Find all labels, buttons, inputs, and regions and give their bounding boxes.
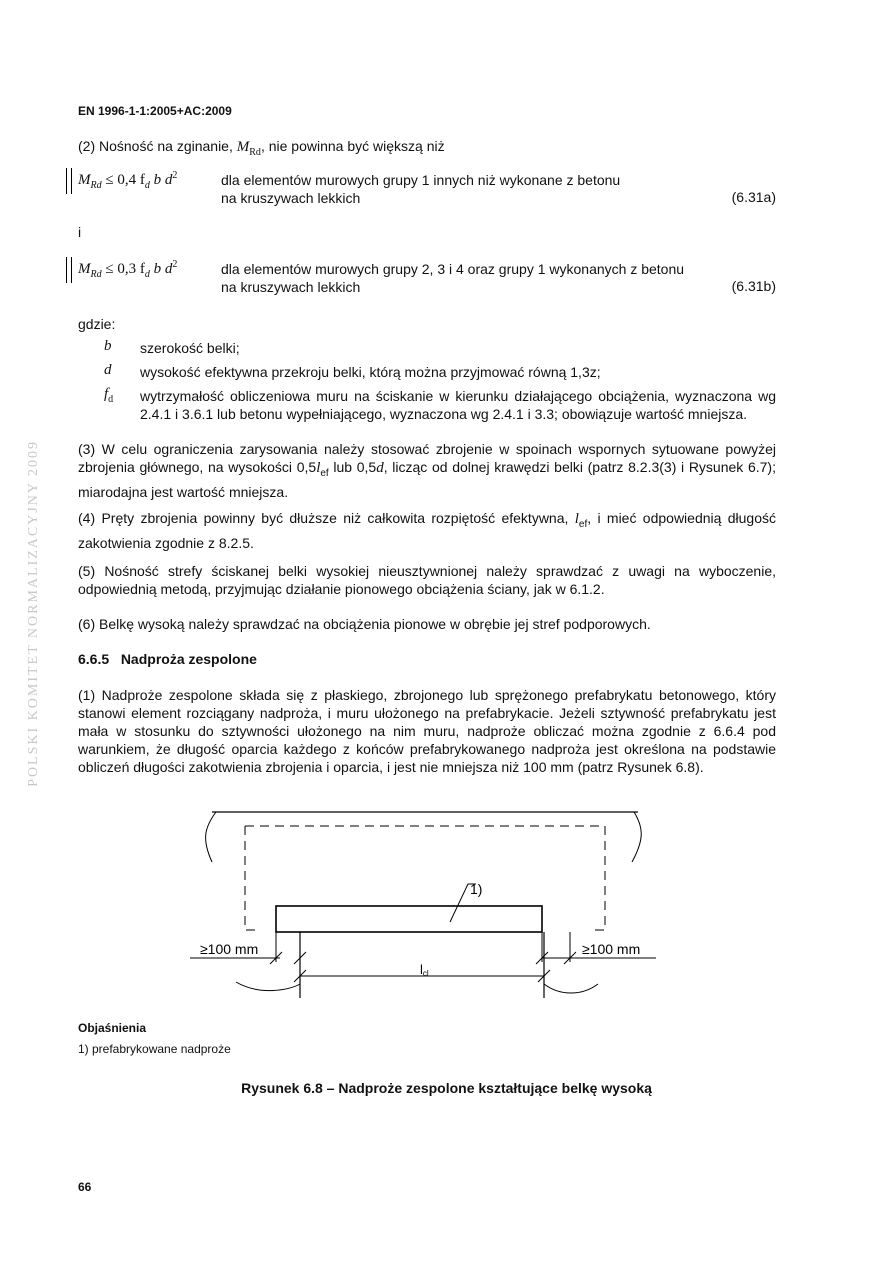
p2-symbol: M bbox=[236, 139, 250, 155]
section-title: Nadproża zespolone bbox=[120, 651, 257, 667]
break-mark-left bbox=[206, 812, 216, 862]
eq1-rest: ≤ 0,4 f bbox=[101, 172, 145, 188]
def-symbol-fd bbox=[104, 386, 134, 405]
section-number: 6.6.5 bbox=[78, 651, 110, 667]
section-heading bbox=[78, 651, 257, 667]
p2-text: (2) Nośność na zginanie, bbox=[78, 138, 237, 154]
eq2-sub2: d bbox=[144, 269, 150, 280]
p2-text-after: , nie powinna być większą niż bbox=[260, 138, 445, 154]
def-text-b: szerokość belki; bbox=[140, 340, 240, 356]
break-mark-right bbox=[632, 812, 641, 862]
eq2-number: (6.31b) bbox=[731, 278, 776, 294]
def-fd-sub: d bbox=[108, 394, 114, 405]
masonry-outline bbox=[245, 826, 605, 930]
span-l: l bbox=[420, 962, 423, 977]
conjunction: i bbox=[78, 224, 82, 240]
eq1-description bbox=[221, 171, 620, 207]
eq1-line2: na kruszywach lekkich bbox=[221, 190, 361, 206]
where-label: gdzie: bbox=[78, 316, 116, 332]
def-symbol-d: d bbox=[104, 362, 112, 378]
p3-d: d bbox=[376, 460, 384, 476]
eq2-tail: b d bbox=[149, 261, 173, 277]
paragraph-4 bbox=[78, 509, 776, 552]
eq2-sub: Rd bbox=[90, 269, 102, 280]
figure-caption: Rysunek 6.8 – Nadproże zespolone kształtujące belkę wysoką bbox=[241, 1080, 652, 1096]
paragraph-5: (5) Nośność strefy ściskanej belki wysokiej nieusztywnionej należy sprawdzać z uwagi na wyboczenie, odpowiednią metodą, przyjmując działanie pionowego obciążenia ściany, jak w 6.1.2. bbox=[78, 563, 776, 597]
support-break-right bbox=[544, 984, 598, 993]
prefabricated-lintel bbox=[276, 906, 542, 932]
right-bearing-label: ≥100 mm bbox=[582, 941, 641, 957]
support-break-left bbox=[236, 982, 300, 991]
equation-631b bbox=[78, 259, 177, 280]
p4-lsub: ef bbox=[578, 518, 588, 530]
paragraph-665-1: (1) Nadproże zespolone składa się z płaskiego, zbrojonego lub sprężonego prefabrykatu betonowego, który stanowi element rozciągany nadproża, i muru ułożonego na prefabrykacie. Jeżeli sztywność prefabrykatu jest mała w stosunku do sztywności ułożonego na nim muru, nadproże obliczać można zgodnie z 6.6.4 pod warunkiem, że długość oparcia każdego z końców prefabrykowanego nadproża jest określona na podstawie obliczeń długości zakotwienia zbrojenia i oparcia, i jest nie mniejsza niż 100 mm (patrz Rysunek 6.8). bbox=[78, 687, 776, 775]
callout-label: 1) bbox=[470, 881, 483, 897]
eq1-sub2: d bbox=[144, 180, 150, 191]
standard-header: EN 1996-1-1:2005+AC:2009 bbox=[78, 104, 232, 118]
p3-part3: , licząc od dolnej krawędzi belki (patrz 8.2.3(3) i Rysunek 6.7); miarodajna jest wartość mniejsza. bbox=[78, 459, 776, 500]
watermark-text: POLSKI KOMITET NORMALIZACYJNY 2009 bbox=[26, 440, 41, 787]
eq2-rest: ≤ 0,3 f bbox=[101, 261, 145, 277]
eq2-sup: 2 bbox=[172, 259, 178, 270]
p3-part1: (3) W celu ograniczenia zarysowania należy stosować zbrojenie w spoinach wspornych sytuowane powyżej zbrojenia głównego, na wysokości 0,5 bbox=[78, 441, 776, 475]
p3-l: l bbox=[316, 460, 321, 476]
def-symbol-b: b bbox=[104, 338, 112, 354]
watermark bbox=[26, 440, 48, 800]
eq1-sub: Rd bbox=[90, 180, 102, 191]
change-bar bbox=[66, 168, 72, 194]
p4-l: l bbox=[574, 511, 579, 527]
p3-part2: lub 0,5 bbox=[328, 459, 377, 475]
eq2-m: M bbox=[78, 261, 91, 277]
equation-631a bbox=[78, 170, 177, 191]
def-text-fd: wytrzymałość obliczeniowa muru na ściskanie w kierunku działającego obciążenia, wyznaczona wg 2.4.1 i 3.6.1 lub betonu wypełniającego, wyznaczona wg 2.4.1 i 3.3; obowiązuje wartość mniejsza. bbox=[140, 388, 776, 422]
left-bearing-label: ≥100 mm bbox=[200, 941, 259, 957]
eq2-line2: na kruszywach lekkich bbox=[221, 279, 361, 295]
legend-item: 1) prefabrykowane nadproże bbox=[78, 1042, 231, 1056]
figure-6-8 bbox=[150, 800, 670, 1010]
change-bar bbox=[66, 257, 72, 283]
eq1-line1: dla elementów murowych grupy 1 innych niż wykonane z betonu bbox=[221, 172, 621, 188]
eq1-m: M bbox=[78, 172, 91, 188]
eq1-tail: b d bbox=[149, 172, 173, 188]
paragraph-2 bbox=[78, 137, 776, 162]
p4-part2: , i mieć odpowiednią długość zakotwienia zgodnie z 8.2.5. bbox=[78, 510, 777, 551]
span-sub: cl bbox=[422, 969, 429, 978]
eq2-description bbox=[221, 260, 684, 296]
def-fd-f: f bbox=[104, 386, 109, 402]
def-text-d: wysokość efektywna przekroju belki, którą można przyjmować równą 1,3z; bbox=[140, 364, 601, 380]
paragraph-3 bbox=[78, 440, 776, 501]
eq2-line1: dla elementów murowych grupy 2, 3 i 4 oraz grupy 1 wykonanych z betonu bbox=[221, 261, 685, 277]
span-label bbox=[420, 962, 429, 978]
eq1-sup: 2 bbox=[172, 170, 178, 181]
p4-part1: (4) Pręty zbrojenia powinny być dłuższe niż całkowita rozpiętość efektywna, bbox=[78, 510, 575, 526]
p3-lsub: ef bbox=[320, 467, 329, 479]
legend-heading: Objaśnienia bbox=[78, 1021, 147, 1035]
p2-subscript: Rd bbox=[249, 146, 261, 158]
paragraph-6: (6) Belkę wysoką należy sprawdzać na obciążenia pionowe w obrębie jej stref podporowych. bbox=[78, 616, 651, 632]
eq1-number: (6.31a) bbox=[731, 189, 776, 205]
page-number: 66 bbox=[78, 1180, 92, 1194]
